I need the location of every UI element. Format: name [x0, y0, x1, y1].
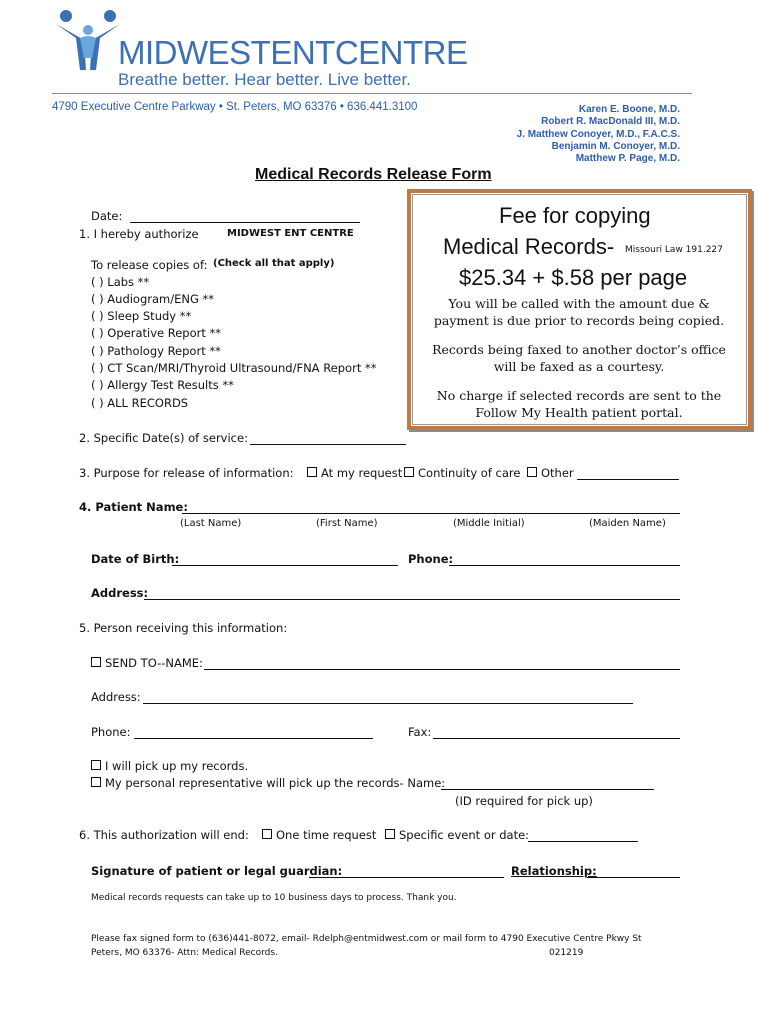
doctor-name: Robert R. MacDonald III, M.D. [541, 116, 680, 128]
checkbox-icon[interactable] [385, 829, 395, 839]
fax-instructions-line-1: Please fax signed form to (636)441-8072, email- Rdelph@entmidwest.com or mail form to 4790 Executive Centre Pkwy St [91, 934, 642, 944]
representative-name-field[interactable] [441, 789, 654, 790]
checkbox-icon[interactable] [91, 657, 101, 667]
doctor-name: J. Matthew Conoyer, M.D., F.A.C.S. [516, 128, 680, 140]
record-option[interactable]: ( ) Labs ** [91, 275, 150, 289]
check-all-note: (Check all that apply) [213, 258, 335, 269]
logo-figures-icon [52, 8, 124, 80]
patient-phone-field[interactable] [449, 565, 680, 566]
logo-text: MIDWESTENTCENTRE [118, 34, 468, 71]
id-note: (ID required for pick up) [455, 794, 593, 808]
fee-note-fax: Records being faxed to another doctor’s office will be faxed as a courtesy. [432, 342, 726, 374]
record-option[interactable]: ( ) Operative Report ** [91, 326, 222, 340]
doctor-name: Benjamin M. Conoyer, M.D. [551, 140, 680, 152]
service-dates-label: 2. Specific Date(s) of service: [79, 431, 248, 445]
sublabel-maiden-name: (Maiden Name) [589, 518, 666, 529]
end-option-event[interactable] [385, 828, 529, 842]
patient-address-field[interactable] [144, 599, 680, 600]
end-label: 6. This authorization will end: [79, 828, 249, 842]
pickup-rep-option[interactable] [91, 776, 445, 790]
service-dates-field[interactable] [250, 444, 406, 445]
purpose-option-label: Other [541, 466, 574, 480]
record-option[interactable]: ( ) Sleep Study ** [91, 309, 192, 323]
date-label: Date: [91, 209, 123, 223]
checkbox-icon[interactable] [91, 760, 101, 770]
doctor-name: Matthew P. Page, M.D. [575, 153, 680, 165]
purpose-option-request[interactable] [307, 466, 402, 480]
purpose-option-continuity[interactable] [404, 466, 520, 480]
record-option[interactable]: ( ) ALL RECORDS [91, 396, 189, 410]
pickup-rep-label: My personal representative will pick up the records- Name: [105, 776, 446, 790]
record-option[interactable]: ( ) Audiogram/ENG ** [91, 292, 215, 306]
processing-note: Medical records requests can take up to 10 business days to process. Thank you. [91, 893, 457, 903]
purpose-option-label: Continuity of care [418, 466, 521, 480]
patient-name-label: 4. Patient Name: [79, 500, 188, 514]
fee-note-payment: You will be called with the amount due & payment is due prior to records being copied. [433, 296, 725, 328]
pickup-self-label: I will pick up my records. [105, 759, 249, 773]
signature-field[interactable] [309, 877, 504, 878]
recipient-address-label: Address: [91, 690, 141, 704]
page-title: Medical Records Release Form [255, 166, 492, 183]
record-option[interactable]: ( ) Allergy Test Results ** [91, 378, 234, 392]
fee-box [407, 189, 752, 430]
end-event-field[interactable] [528, 841, 638, 842]
end-option-one-time[interactable] [262, 828, 376, 842]
signature-label: Signature of patient or legal guardian: [91, 864, 343, 878]
recipient-address-field[interactable] [143, 703, 633, 704]
practice-address: 4790 Executive Centre Parkway • St. Peters, MO 63376 • 636.441.3100 [52, 101, 418, 113]
purpose-option-label: At my request [321, 466, 403, 480]
sublabel-last-name: (Last Name) [180, 518, 242, 529]
doctor-list [420, 104, 680, 165]
end-option-label: One time request [276, 828, 377, 842]
send-to-name-field[interactable] [204, 669, 680, 670]
fee-note-portal: No charge if selected records are sent to the Follow My Health patient portal. [436, 388, 722, 420]
record-option[interactable]: ( ) Pathology Report ** [91, 344, 221, 358]
patient-name-field[interactable] [182, 513, 680, 514]
checkbox-icon[interactable] [527, 467, 537, 477]
recipient-fax-field[interactable] [433, 738, 680, 739]
pickup-self-option[interactable] [91, 759, 248, 773]
send-to-option[interactable] [91, 656, 203, 670]
relationship-label: Relationship: [511, 864, 597, 878]
end-option-label: Specific event or date: [399, 828, 530, 842]
fee-price: $25.34 + $.58 per page [459, 265, 688, 290]
sublabel-middle-initial: (Middle Initial) [453, 518, 525, 529]
authorize-name: MIDWEST ENT CENTRE [227, 228, 354, 239]
dob-field[interactable] [172, 565, 398, 566]
recipient-label: 5. Person receiving this information: [79, 621, 288, 635]
fee-line-2: Medical Records- [443, 234, 615, 259]
doctor-name: Karen E. Boone, M.D. [578, 104, 680, 115]
checkbox-icon[interactable] [91, 777, 101, 787]
recipient-fax-label: Fax: [408, 725, 432, 739]
recipient-phone-field[interactable] [134, 738, 373, 739]
send-to-label: SEND TO--NAME: [105, 656, 203, 670]
dob-label: Date of Birth: [91, 552, 180, 566]
purpose-label: 3. Purpose for release of information: [79, 466, 294, 480]
tagline: Breathe better. Hear better. Live better. [118, 70, 411, 89]
fee-line-1: Fee for copying [499, 203, 651, 228]
date-field[interactable] [130, 222, 360, 223]
sublabel-first-name: (First Name) [316, 518, 378, 529]
release-label: To release copies of: [91, 258, 208, 272]
fax-instructions-line-2: Peters, MO 63376- Attn: Medical Records. [91, 948, 278, 958]
header-divider [52, 93, 692, 94]
recipient-phone-label: Phone: [91, 725, 131, 739]
record-option[interactable]: ( ) CT Scan/MRI/Thyroid Ultrasound/FNA Report ** [91, 361, 377, 375]
law-citation: Missouri Law 191.227 [625, 245, 723, 255]
authorize-label: 1. I hereby authorize [79, 227, 199, 241]
relationship-field[interactable] [587, 877, 680, 878]
form-code: 021219 [549, 948, 584, 958]
patient-phone-label: Phone: [408, 552, 454, 566]
checkbox-icon[interactable] [307, 467, 317, 477]
checkbox-icon[interactable] [404, 467, 414, 477]
purpose-other-field[interactable] [577, 479, 679, 480]
purpose-option-other[interactable] [527, 466, 574, 480]
checkbox-icon[interactable] [262, 829, 272, 839]
patient-address-label: Address: [91, 586, 149, 600]
